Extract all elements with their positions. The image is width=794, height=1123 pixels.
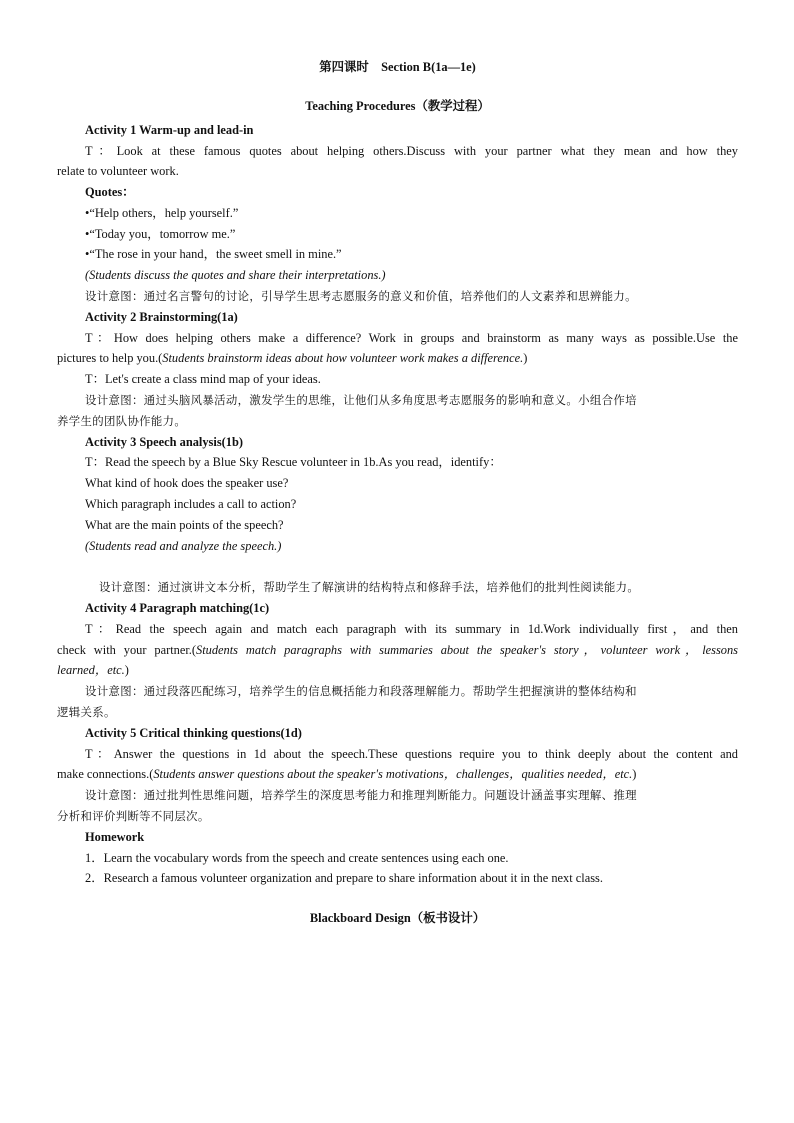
text-span: ) [124,663,129,677]
activity-5-heading: Activity 5 Critical thinking questions(1d) [85,726,302,740]
activity-5-design-intent-line-2: 分析和评价判断等不同层次。 [57,809,210,823]
homework-item: 1．Learn the vocabulary words from the speech and create sentences using each one. [85,851,509,865]
lesson-title: 第四课时 Section B(1a—1e) [319,60,476,74]
activity-1-heading: Activity 1 Warm-up and lead-in [85,123,254,137]
activity-1-instruction-line-1: T：Look at these famous quotes about helping others.Discuss with your partner what they mean and how they [85,144,738,158]
procedures-title: Teaching Procedures（教学过程） [305,99,490,113]
activity-3-design-intent: 设计意图：通过演讲文本分析，帮助学生了解演讲的结构特点和修辞手法，培养他们的批判性阅读能力。 [99,580,640,594]
activity-3-heading: Activity 3 Speech analysis(1b) [85,435,243,449]
activity-3-question: What are the main points of the speech? [85,518,284,532]
quote-item: •“Help others，help yourself.” [85,206,239,220]
student-note-span: Students brainstorm ideas about how volunteer work makes a difference. [162,351,524,365]
activity-5-design-intent-line-1: 设计意图：通过批判性思维问题，培养学生的深度思考能力和推理判断能力。问题设计涵盖事实理解、推理 [85,788,637,802]
quote-item: •“Today you，tomorrow me.” [85,227,236,241]
activity-1-design-intent: 设计意图：通过名言警句的讨论，引导学生思考志愿服务的意义和价值，培养他们的人文素养和思辨能力。 [85,289,637,303]
activity-4-instruction-line-1: T：Read the speech again and match each paragraph with its summary in 1d.Work individually first，and then [85,622,738,636]
activity-4-heading: Activity 4 Paragraph matching(1c) [85,601,270,615]
activity-3-question: Which paragraph includes a call to action? [85,497,297,511]
activity-1-instruction-line-2: relate to volunteer work. [57,164,179,178]
activity-3-question: What kind of hook does the speaker use? [85,476,289,490]
activity-5-instruction-line-1: T：Answer the questions in 1d about the speech.These questions require you to think deeply about the content and [85,747,738,761]
activity-2-instruction-line-3: T：Let's create a class mind map of your ideas. [85,372,321,386]
activity-3-instruction: T：Read the speech by a Blue Sky Rescue volunteer in 1b.As you read，identify： [85,455,502,469]
blackboard-design-title: Blackboard Design（板书设计） [309,911,486,925]
quotes-label: Quotes： [85,185,135,199]
student-note-span: learned，etc. [57,663,125,677]
text-span: make connections.( [57,767,154,781]
activity-4-design-intent-line-1: 设计意图：通过段落匹配练习，培养学生的信息概括能力和段落理解能力。帮助学生把握演讲的整体结构和 [85,684,637,698]
homework-heading: Homework [85,830,145,844]
activity-4-instruction-line-2 [57,640,738,660]
text-span: check with your partner.( [57,643,197,657]
activity-4-instruction-line-3 [57,660,738,680]
activity-4-design-intent-line-2: 逻辑关系。 [57,705,116,719]
activity-2-design-intent-line-1: 设计意图：通过头脑风暴活动，激发学生的思维，让他们从多角度思考志愿服务的影响和意义。小组合作培 [85,393,637,407]
student-note-span: Students answer questions about the speaker's motivations，challenges，qualities needed，etc. [153,767,633,781]
text-span: ) [523,351,528,365]
text-span: pictures to help you.( [57,351,163,365]
activity-1-student-note: (Students discuss the quotes and share their interpretations.) [85,268,386,282]
activity-2-heading: Activity 2 Brainstorming(1a) [85,310,238,324]
quote-item: •“The rose in your hand，the sweet smell in mine.” [85,247,342,261]
homework-item: 2．Research a famous volunteer organization and prepare to share information about it in the next class. [85,871,603,885]
activity-5-instruction-line-2 [57,764,738,784]
student-note-span: Students match paragraphs with summaries about the speaker's story，volunteer work，lessons [196,643,738,657]
activity-2-instruction-line-2 [57,348,738,368]
activity-3-student-note: (Students read and analyze the speech.) [85,539,282,553]
activity-2-design-intent-line-2: 养学生的团队协作能力。 [57,414,187,428]
text-span: ) [632,767,637,781]
activity-2-instruction-line-1: T：How does helping others make a difference? Work in groups and brainstorm as many ways as possible.Use the [85,331,738,345]
